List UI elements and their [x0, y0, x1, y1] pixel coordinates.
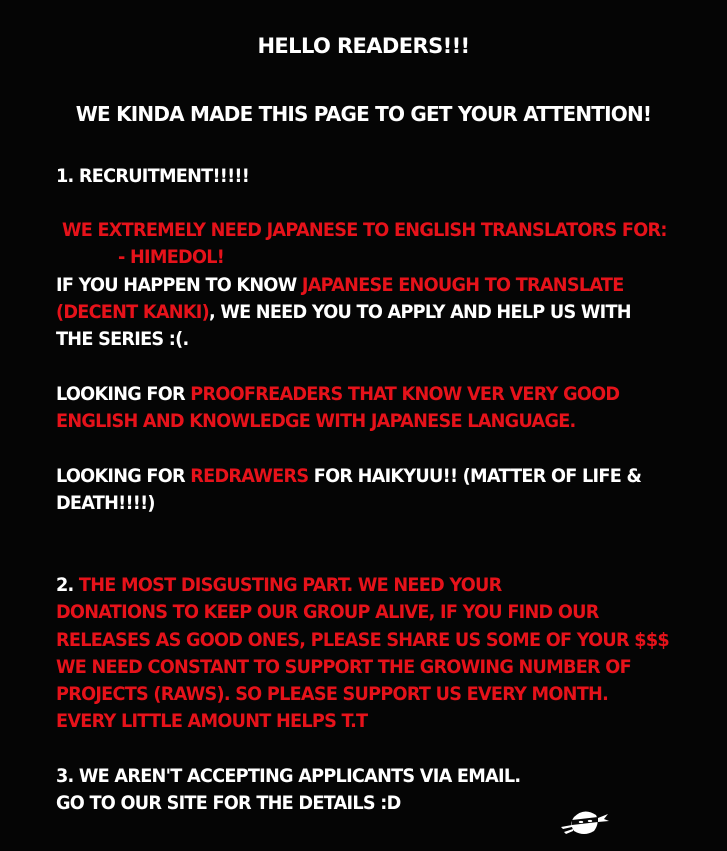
apply-highlight-1: JAPANESE ENOUGH TO TRANSLATE	[301, 274, 624, 296]
apply-line-2	[56, 299, 631, 325]
redrawers-line-2: DEATH!!!!)	[56, 492, 155, 514]
apply-prefix: IF YOU HAPPEN TO KNOW	[56, 274, 302, 296]
donations-text-1: THE MOST DISGUSTING PART. WE NEED YOUR	[78, 574, 502, 596]
redraw-highlight: REDRAWERS	[190, 465, 309, 487]
donations-line-4: WE NEED CONSTANT TO SUPPORT THE GROWING NUMBER OF	[56, 656, 631, 678]
apply-highlight-2: (DECENT KANKI)	[56, 301, 209, 323]
proof-highlight-1: PROOFREADERS THAT KNOW VER VERY GOOD	[190, 383, 620, 405]
donations-line-5: PROJECTS (RAWS). SO PLEASE SUPPORT US EVERY MONTH.	[56, 683, 609, 705]
page-title: HELLO READERS!!!	[257, 34, 470, 58]
proofreaders-line-2: ENGLISH AND KNOWLEDGE WITH JAPANESE LANGUAGE.	[56, 410, 576, 432]
proof-prefix: LOOKING FOR	[56, 383, 191, 405]
apply-line-3: THE SERIES :(.	[56, 328, 189, 350]
donations-line-2: DONATIONS TO KEEP OUR GROUP ALIVE, IF YOU FIND OUR	[56, 601, 599, 623]
redraw-suffix: FOR HAIKYUU!! (MATTER OF LIFE &	[308, 465, 642, 487]
apply-suffix: , WE NEED YOU TO APPLY AND HELP US WITH	[208, 301, 631, 323]
applicants-line-1: 3. WE AREN'T ACCEPTING APPLICANTS VIA EMAIL.	[56, 765, 521, 787]
proofreaders-line-1	[56, 381, 619, 407]
donations-line-6: EVERY LITTLE AMOUNT HELPS T.T	[56, 710, 368, 732]
ninja-head-logo-icon	[560, 805, 610, 839]
series-item-himedol: - HIMEDOL!	[118, 246, 225, 268]
recruitment-heading: 1. RECRUITMENT!!!!!	[56, 165, 250, 187]
donations-line-1	[56, 572, 502, 598]
applicants-line-2: GO TO OUR SITE FOR THE DETAILS :D	[56, 792, 401, 814]
redrawers-line-1	[56, 463, 641, 489]
attention-line: WE KINDA MADE THIS PAGE TO GET YOUR ATTENTION!	[75, 102, 652, 126]
donations-number: 2.	[56, 574, 79, 596]
apply-line-1	[56, 272, 624, 298]
donations-line-3: RELEASES AS GOOD ONES, PLEASE SHARE US SOME OF YOUR $$$	[56, 629, 669, 651]
redraw-prefix: LOOKING FOR	[56, 465, 191, 487]
translators-need-text: WE EXTREMELY NEED JAPANESE TO ENGLISH TRANSLATORS FOR:	[62, 219, 667, 241]
